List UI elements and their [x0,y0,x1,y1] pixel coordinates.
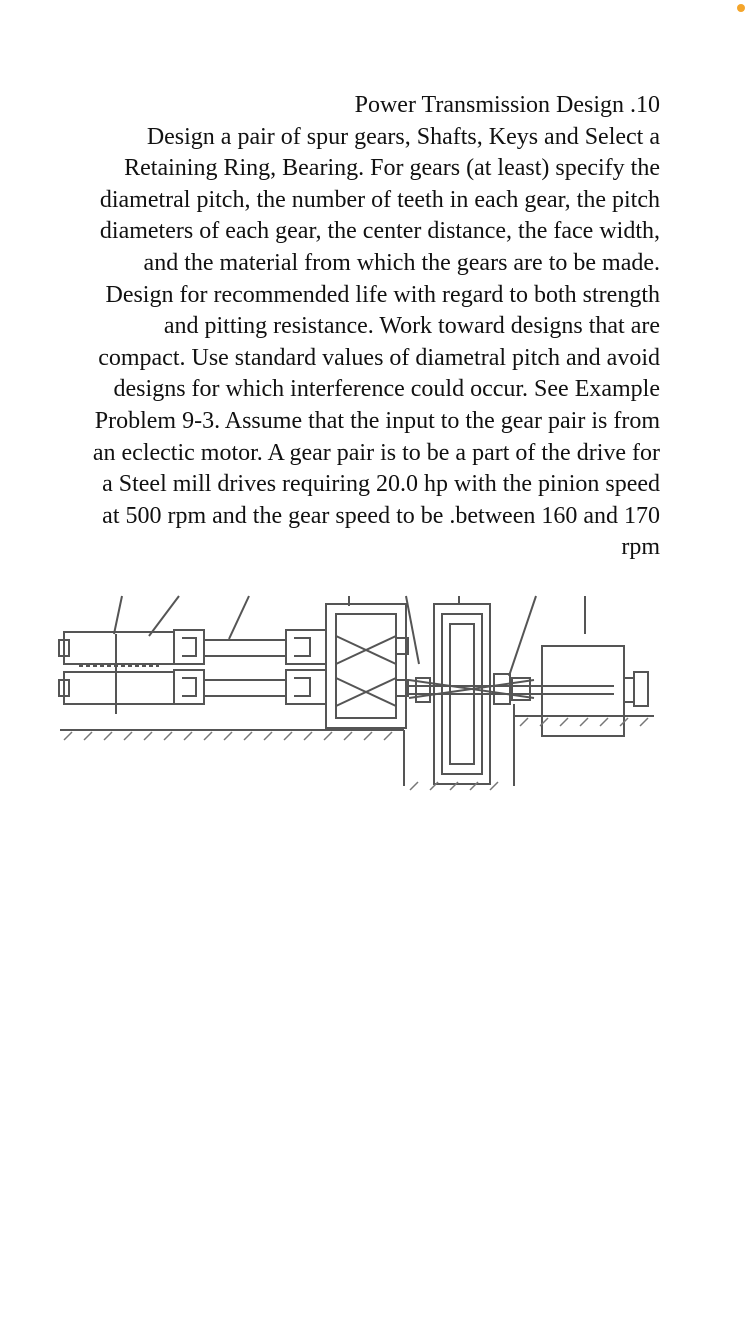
gear-drive-schematic-figure [54,594,660,792]
problem-statement [90,90,660,564]
problem-title: Power Transmission Design .10 [354,92,660,118]
gear-drive-schematic-icon [54,594,660,792]
problem-body: Design a pair of spur gears, Shafts, Keys and Select a Retaining Ring, Bearing. For gears (at least) specify the diametral pitch, the number of teeth in each gear, the pitch diameters of each gear, the center distance, the face width, and the material from which the gears are to be made. Design for recommended life with regard to both strength and pitting resistance. Work toward designs that are compact. Use standard values of diametral pitch and avoid designs for which interference could occur. See Example Problem 9-3. Assume that the input to the gear pair is from an eclectic motor. A gear pair is to be a part of the drive for a Steel mill drives requiring 20.0 hp with the pinion speed at 500 rpm and the gear speed to be .between 160 and 170 rpm [92,123,660,561]
status-indicator-dot [737,4,745,12]
